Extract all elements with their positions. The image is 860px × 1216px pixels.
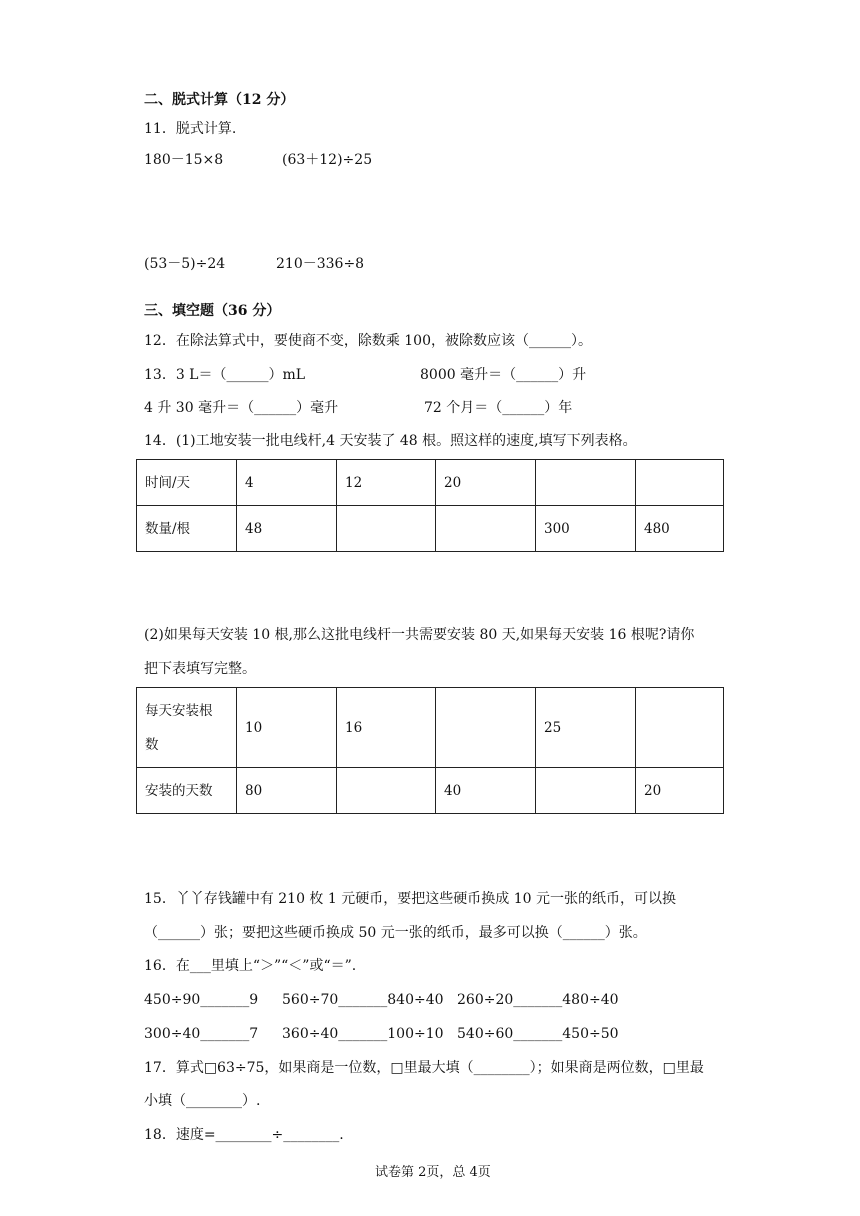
comparison: 560÷70_______840÷40 xyxy=(282,992,444,1008)
section-heading-3: 三、填空题（36 分） xyxy=(144,303,281,319)
comparison: 450÷90_______9 xyxy=(144,992,259,1008)
question-12: 12．在除法算式中，要使商不变，除数乘 100，被除数应该（______）。 xyxy=(144,333,592,349)
expression: (53－5)÷24 xyxy=(144,256,226,272)
page-footer: 试卷第 2页，总 4页 xyxy=(375,1165,491,1180)
table-cell: 12 xyxy=(337,460,436,506)
question-13-b: 8000 毫升＝（______）升 xyxy=(420,367,587,383)
question-13-a: 13．3 L＝（______）mL xyxy=(144,367,306,383)
question-15-line2: （______）张；要把这些硬币换成 50 元一张的纸币，最多可以换（______）张。 xyxy=(144,925,647,941)
table-cell xyxy=(636,460,724,506)
table-cell xyxy=(436,506,536,552)
table-cell: 4 xyxy=(237,460,337,506)
table-row xyxy=(137,768,724,814)
table-cell: 480 xyxy=(636,506,724,552)
comparison: 540÷60_______450÷50 xyxy=(457,1026,619,1042)
table-cell xyxy=(536,768,636,814)
table-cell: 16 xyxy=(337,688,436,768)
table-cell xyxy=(636,688,724,768)
question-15-line1: 15．丫丫存钱罐中有 210 枚 1 元硬币，要把这些硬币换成 10 元一张的纸币，可以换 xyxy=(144,891,676,907)
expression: (63＋12)÷25 xyxy=(282,152,373,168)
comparison: 260÷20_______480÷40 xyxy=(457,992,619,1008)
table-cell: 数量/根 xyxy=(137,506,237,552)
table-cell: 时间/天 xyxy=(137,460,237,506)
table-cell: 25 xyxy=(536,688,636,768)
comparison: 360÷40_______100÷10 xyxy=(282,1026,444,1042)
table-cell: 48 xyxy=(237,506,337,552)
question-16-stem xyxy=(144,959,356,973)
question-13-c: 4 升 30 毫升＝（______）毫升 xyxy=(144,400,339,416)
table-cell-line: 数 xyxy=(145,736,159,753)
question-16-stem-blank: ___ xyxy=(189,958,211,974)
table-time-quantity xyxy=(136,459,724,552)
table-row xyxy=(137,688,724,768)
table-cell xyxy=(137,688,237,768)
table-cell: 安装的天数 xyxy=(137,768,237,814)
table-row xyxy=(137,506,724,552)
question-13-d: 72 个月＝（______）年 xyxy=(424,400,573,416)
question-17-line2: 小填（________）. xyxy=(144,1093,261,1109)
question-17-line1: 17．算式□63÷75，如果商是一位数，□里最大填（________）；如果商是两位数，□里最 xyxy=(144,1060,704,1076)
table-cell: 80 xyxy=(237,768,337,814)
table-cell: 20 xyxy=(636,768,724,814)
table-cell: 40 xyxy=(436,768,536,814)
expression: 210－336÷8 xyxy=(276,256,365,272)
table-cell: 10 xyxy=(237,688,337,768)
table-cell-line: 每天安装根 xyxy=(145,702,213,719)
section-heading-2: 二、脱式计算（12 分） xyxy=(144,92,295,108)
table-cell: 300 xyxy=(536,506,636,552)
table-cell xyxy=(337,768,436,814)
comparison: 300÷40_______7 xyxy=(144,1026,259,1042)
question-14-part2-line1: (2)如果每天安装 10 根,那么这批电线杆一共需要安装 80 天,如果每天安装 16 根呢?请你 xyxy=(144,627,695,643)
table-cell xyxy=(337,506,436,552)
table-cell xyxy=(436,688,536,768)
question-16-stem-before: 16．在 xyxy=(144,958,190,974)
table-cell: 20 xyxy=(436,460,536,506)
expression: 180－15×8 xyxy=(144,152,224,168)
question-14-part1: 14．(1)工地安装一批电线杆,4 天安装了 48 根。照这样的速度,填写下列表格。 xyxy=(144,433,637,449)
question-14-part2-line2: 把下表填写完整。 xyxy=(144,661,256,677)
table-cell xyxy=(536,460,636,506)
question-16-stem-after: 里填上“＞”“＜”或“＝”. xyxy=(210,958,357,974)
table-row xyxy=(137,460,724,506)
question-11-stem: 11．脱式计算. xyxy=(144,121,237,137)
table-rate-days xyxy=(136,687,724,814)
question-18: 18．速度=________÷________. xyxy=(144,1127,344,1143)
